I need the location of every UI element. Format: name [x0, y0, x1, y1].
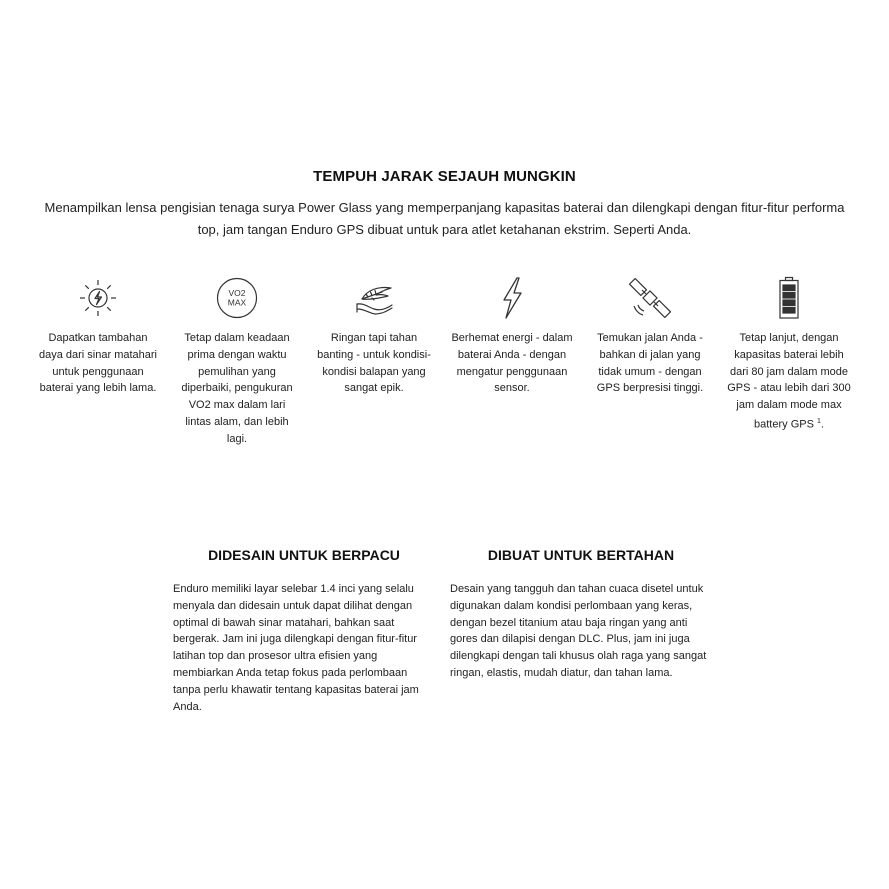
feature-solar-text: Dapatkan tambahan daya dari sinar matahari untuk penggunaan baterai yang lebih lama. [38, 332, 157, 395]
section-race-title: DIDESAIN UNTUK BERPACU [208, 547, 400, 563]
lightning-bolt-icon [490, 276, 534, 320]
feature-energy [450, 276, 574, 397]
feature-vo2max-text: Tetap dalam keadaan prima dengan waktu pemulihan yang diperbaiki, pengukuran VO2 max dalam lari lintas alam, dan lebih lagi. [181, 332, 293, 445]
section-durable-title: DIBUAT UNTUK BERTAHAN [487, 547, 675, 563]
feature-battery-text [727, 330, 851, 433]
feature-battery [727, 276, 851, 433]
feature-battery-body: Tetap lanjut, dengan kapasitas baterai lebih dari 80 jam dalam mode GPS - atau lebih dari 300 jam dalam mode max battery GPS [727, 332, 851, 431]
feature-lightweight-text: Ringan tapi tahan banting - untuk kondisi-kondisi balapan yang sangat epik. [317, 332, 431, 395]
vo2-label: VO2 [228, 288, 246, 298]
feature-energy-text: Berhemat energi - dalam baterai Anda - dengan mengatur penggunaan sensor. [451, 332, 573, 395]
section-race-body: Enduro memiliki layar selebar 1.4 inci yang selalu menyala dan didesain untuk dapat dilihat dengan optimal di bawah sinar matahari, bahkan saat bergerak. Jam ini juga dilengkapi dengan fitur-fitur latihan top dan prosesor ultra efisien yang membiarkan Anda tetap fokus pada perlombaan tanpa perlu khawatir tentang kapasitas baterai jam Anda. [173, 583, 419, 713]
feature-grid [0, 276, 889, 456]
page-headline: TEMPUH JARAK SEJAUH MUNGKIN [313, 168, 576, 185]
feature-vo2max [175, 276, 299, 448]
feather-on-hand-icon [352, 276, 396, 320]
section-durable-body: Desain yang tangguh dan tahan cuaca disetel untuk digunakan dalam kondisi perlombaan yang keras, dengan bezel titanium atau baja ringan yang anti gores dan dilapisi dengan DLC. Plus, jam ini juga dilengkapi dengan tali khusus olah raga yang sangat ringan, elastis, mudah diatur, dan tahan lama. [450, 583, 707, 679]
solar-charging-icon [76, 276, 120, 320]
footnote-marker[interactable]: 1 [817, 417, 821, 425]
feature-solar [36, 276, 160, 397]
intro-paragraph: Menampilkan lensa pengisian tenaga surya Power Glass yang memperpanjang kapasitas baterai dan dilengkapi dengan fitur-fitur performa top, jam tangan Enduro GPS dibuat untuk para atlet ketahanan ekstrim. Seperti Anda. [44, 200, 845, 237]
vo2-max-icon [215, 276, 259, 320]
battery-icon [767, 276, 811, 320]
section-durable [450, 547, 712, 682]
feature-battery-period: . [820, 418, 824, 431]
feature-lightweight [312, 276, 436, 397]
feature-gps-text: Temukan jalan Anda - bahkan di jalan yang tidak umum - dengan GPS berpresisi tinggi. [596, 332, 704, 395]
max-label: MAX [227, 297, 247, 308]
section-race [173, 547, 435, 715]
feature-gps [588, 276, 712, 397]
satellite-icon [628, 276, 672, 320]
